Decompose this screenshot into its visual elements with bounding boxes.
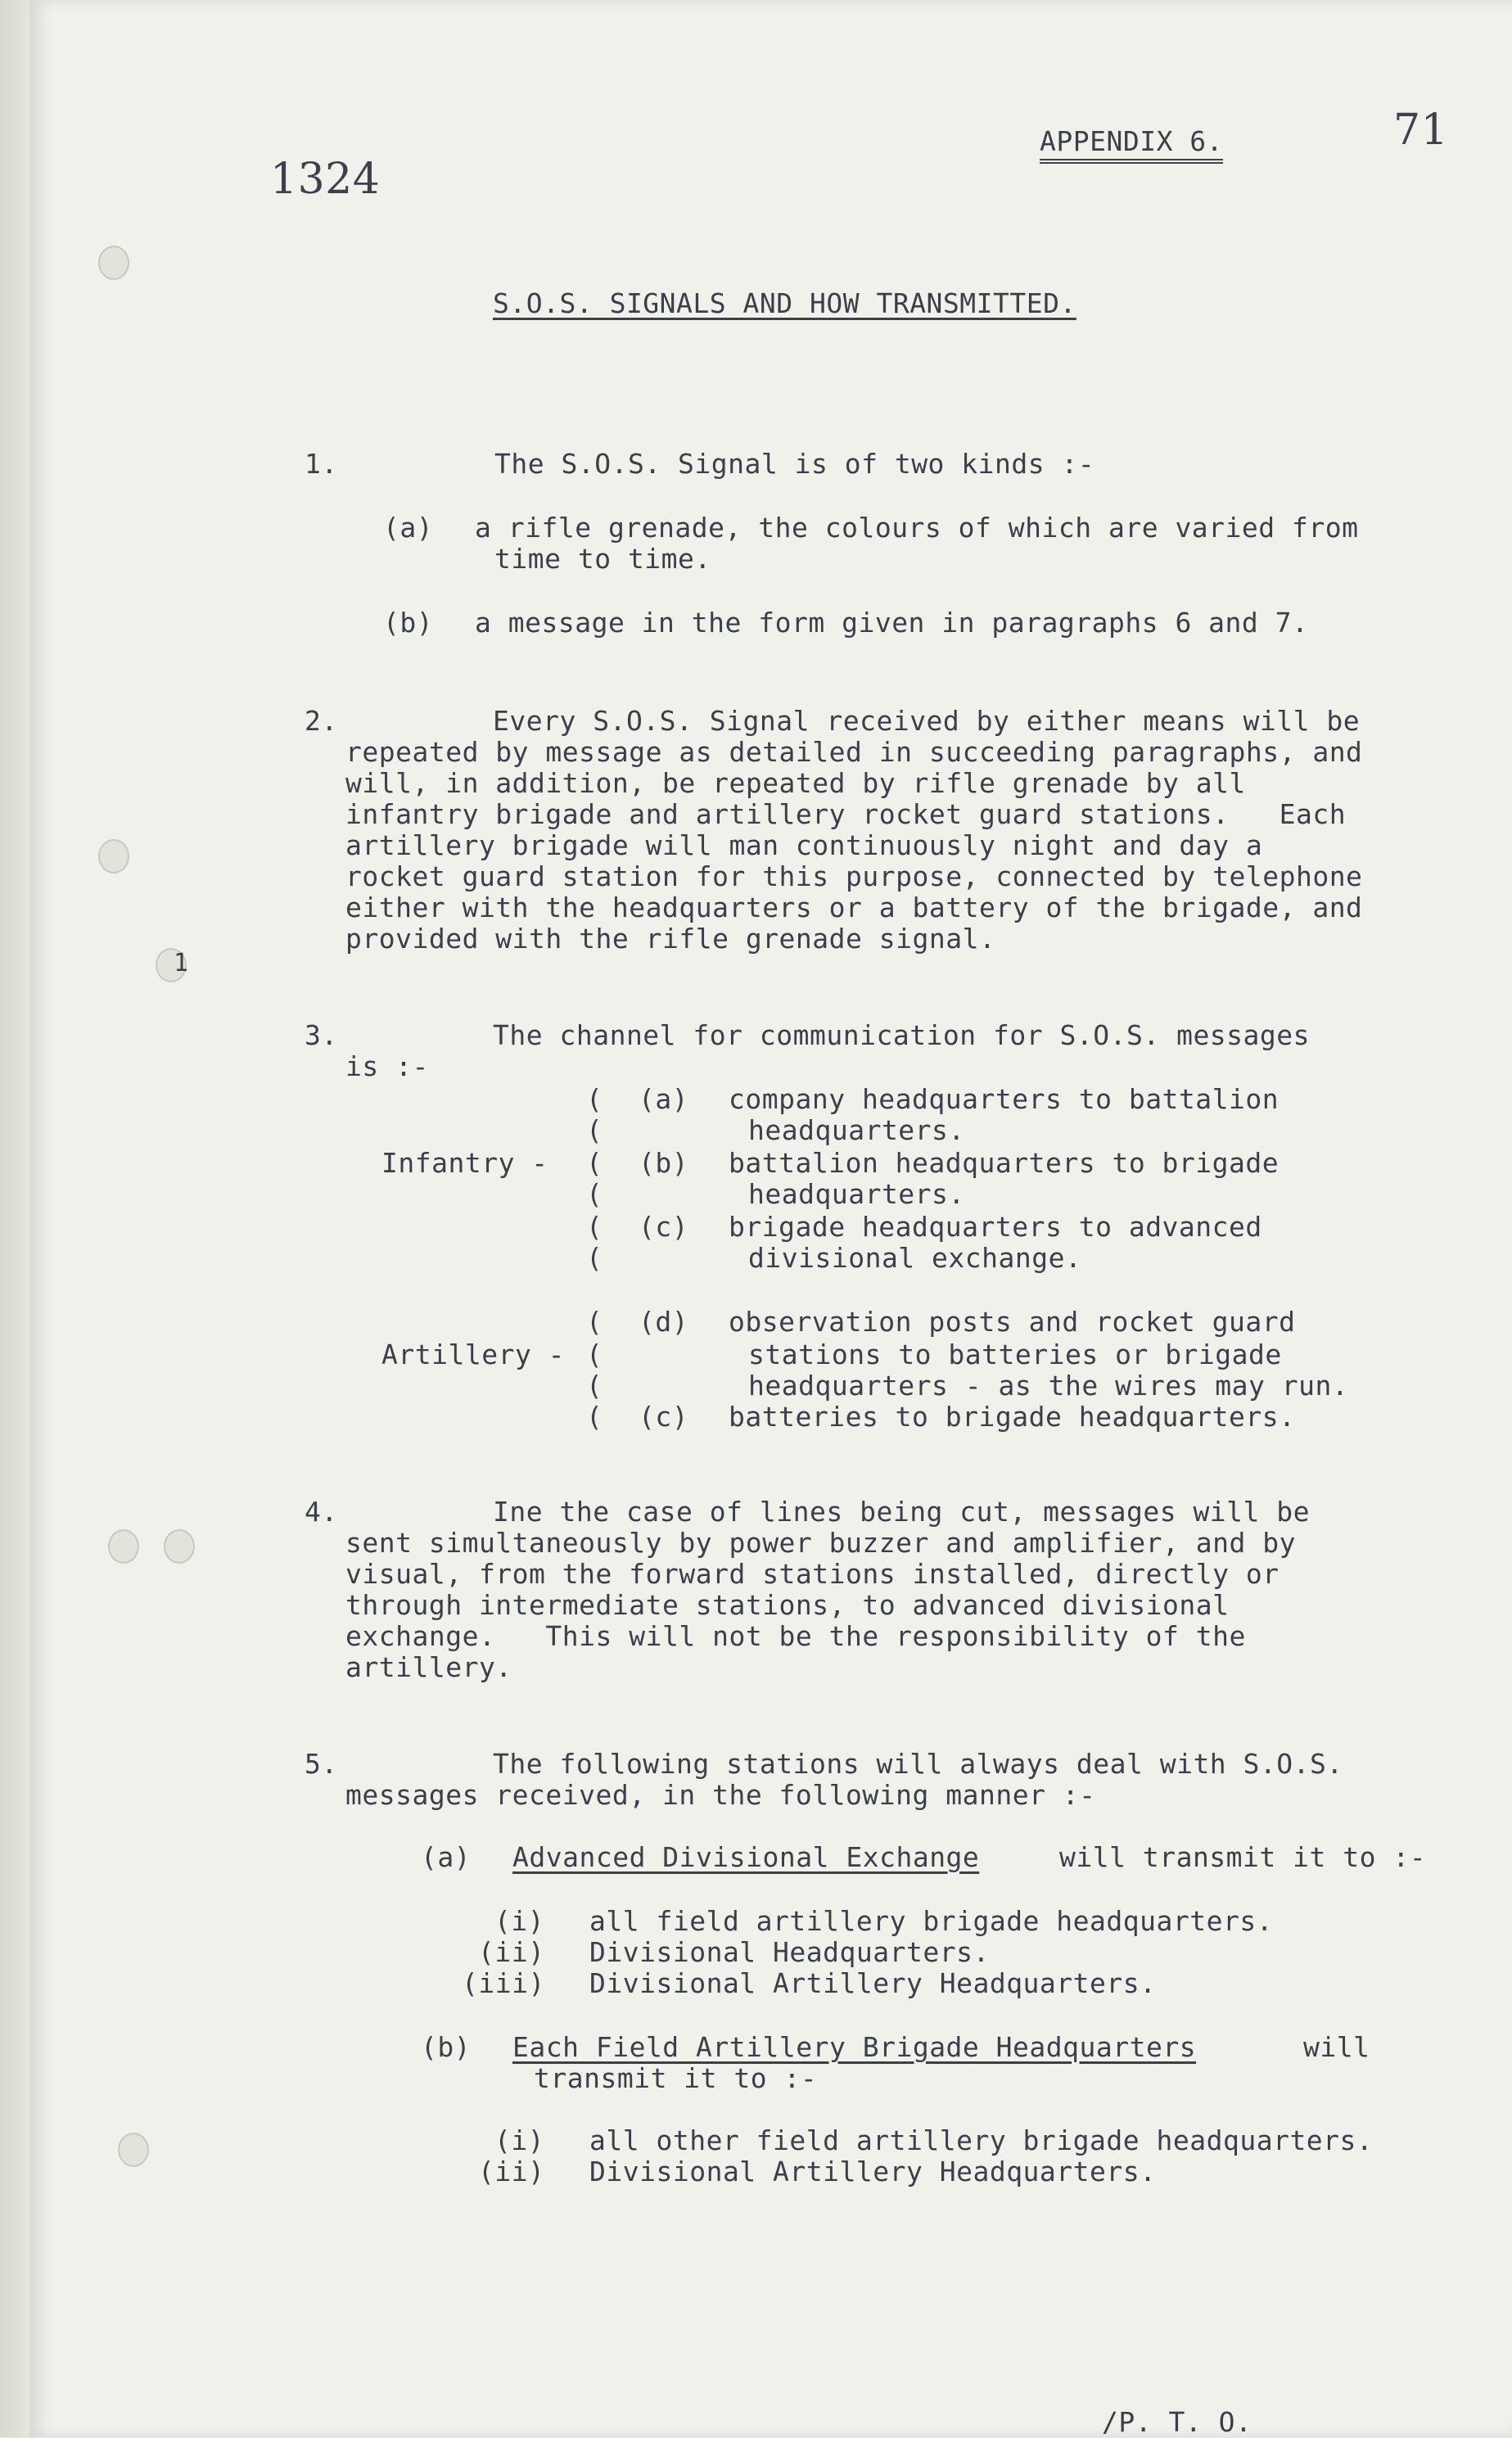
para-5-a-heading: Advanced Divisional Exchange <box>512 1841 980 1873</box>
infantry-label: Infantry - <box>381 1147 548 1179</box>
recipient-label: (iii) <box>462 1967 545 1999</box>
channel-item-line: battalion headquarters to brigade <box>729 1147 1280 1179</box>
para-1-a-line: time to time. <box>494 543 711 575</box>
para-3-number: 3. <box>305 1019 338 1051</box>
para-1-number: 1. <box>305 448 338 480</box>
recipient-label: (i) <box>494 2124 545 2156</box>
document-title: S.O.S. SIGNALS AND HOW TRANSMITTED. <box>493 287 1076 319</box>
artillery-label: Artillery - <box>381 1339 566 1370</box>
channel-item-line: stations to batteries or brigade <box>748 1339 1282 1370</box>
channel-item-line: headquarters. <box>748 1178 965 1210</box>
channel-item-line: observation posts and rocket guard <box>729 1306 1296 1338</box>
reference-number: 1324 <box>270 155 381 204</box>
para-3-intro: The channel for communication for S.O.S. messages <box>493 1019 1311 1051</box>
recipient-text: Divisional Artillery Headquarters. <box>589 2156 1157 2187</box>
para-5-b-tail: will <box>1303 2031 1370 2063</box>
footer-pto: /P. T. O. <box>1102 2406 1252 2438</box>
para-2-line: either with the headquarters or a battery of the brigade, and <box>345 892 1363 923</box>
punch-hole <box>118 2133 149 2167</box>
para-2-line: provided with the rifle grenade signal. <box>345 923 996 955</box>
channel-item-line: headquarters. <box>748 1114 965 1146</box>
channel-item-label: (a) <box>639 1083 689 1115</box>
para-2-line: will, in addition, be repeated by rifle grenade by all <box>345 767 1246 799</box>
para-2-line: rocket guard station for this purpose, connected by telephone <box>345 860 1363 892</box>
channel-item-label: (c) <box>639 1211 689 1243</box>
document-page: 71 1324 APPENDIX 6. S.O.S. SIGNALS AND HOW TRANSMITTED. 1 1. The S.O.S. Signal is of two kinds :- (a) a rifle grenade, the colours of which are varied from time to time. (b) a message in the form given in paragraphs 6 and 7. 2. Every S.O.S. Signal received by either means will be repeated by message as detailed in succeeding paragraphs, and will, in addition, be repeated by rifle grenade by all infantry brigade and artillery rocket guard stations. Each artillery brigade will man continuously night and day a rocket guard station for this purpose, connected by telephone either with the headquarters or a battery of the brigade, and provided with the rifle grenade signal. 3. The channel for communication for S.O.S. messages is :- Infantry - ( ( ( ( ( ( (a) company headquarters to battalion headquarters. (b) battalion headquarters to brigade headquarters. (c) brigade headquarters to advanced divisional exchange. Artillery - ( ( ( ( (d) observation posts and rocket guard stations to batteries or brigade headquarters - as the wires may run. (c) batteries to brigade headquarters. 4. Ine the case of lines being cut, messages will be sent simultaneously by power buzzer and amplifier, and by visual, from the forward stations installed, directly or through intermediate stations, to advanced divisional exchange. This will not be the responsibility of the artillery. 5. The following stations will always deal with S.O.S. messages received, in the following manner :- (a) Advanced Divisional Exchange will transmit it to :- (i) all field artillery brigade headquarters. (ii) Divisional Headquarters. (iii) Divisional Artillery Headquarters. (b) Each Field Artillery Brigade Headquarters will transmit it to :- (i) all other field artillery brigade headquarters. (ii) Divisional Artillery Headquarters. /P. T. O. <box>29 0 1512 2437</box>
para-5-number: 5. <box>305 1748 338 1780</box>
para-1-a-line: a rifle grenade, the colours of which are varied from <box>475 512 1359 544</box>
channel-item-label: (d) <box>639 1306 689 1338</box>
para-4-line: visual, from the forward stations installed, directly or <box>345 1558 1280 1590</box>
appendix-heading: APPENDIX 6. <box>1040 126 1223 164</box>
channel-item-line: brigade headquarters to advanced <box>729 1211 1262 1243</box>
para-5-b-line: transmit it to :- <box>534 2062 818 2094</box>
channel-item-line: batteries to brigade headquarters. <box>729 1401 1296 1433</box>
recipient-text: all field artillery brigade headquarters. <box>589 1905 1274 1937</box>
punch-hole <box>98 839 129 874</box>
para-1-b-line: a message in the form given in paragraphs 6 and 7. <box>475 607 1309 639</box>
para-5-intro: messages received, in the following manner :- <box>345 1779 1096 1811</box>
channel-item-line: divisional exchange. <box>748 1242 1082 1274</box>
channel-item-label: (b) <box>639 1147 689 1179</box>
punch-hole <box>98 246 129 280</box>
para-2-line: infantry brigade and artillery rocket guard stations. Each <box>345 798 1347 830</box>
recipient-text: Divisional Headquarters. <box>589 1936 990 1968</box>
channel-item-line: company headquarters to battalion <box>729 1083 1280 1115</box>
para-4-line: sent simultaneously by power buzzer and amplifier, and by <box>345 1527 1296 1559</box>
para-4-line: exchange. This will not be the responsibility of the <box>345 1620 1246 1652</box>
page-number: 71 <box>1393 106 1449 155</box>
para-2-line: repeated by message as detailed in succeeding paragraphs, and <box>345 736 1363 768</box>
para-2-number: 2. <box>305 705 338 737</box>
para-5-b-heading: Each Field Artillery Brigade Headquarters <box>512 2031 1197 2063</box>
para-5-intro: The following stations will always deal with S.O.S. <box>493 1748 1343 1780</box>
para-4-line: artillery. <box>345 1651 512 1683</box>
para-4-number: 4. <box>305 1496 338 1528</box>
para-1-intro: The S.O.S. Signal is of two kinds :- <box>494 448 1095 480</box>
para-1-b-label: (b) <box>383 607 434 639</box>
margin-mark: 1 <box>174 949 189 977</box>
para-5-a-label: (a) <box>421 1841 472 1873</box>
channel-item-line: headquarters - as the wires may run. <box>748 1370 1349 1402</box>
para-4-line: through intermediate stations, to advanced divisional <box>345 1589 1230 1621</box>
para-2-line: Every S.O.S. Signal received by either means will be <box>493 705 1361 737</box>
para-5-b-label: (b) <box>421 2031 472 2063</box>
recipient-label: (i) <box>494 1905 545 1937</box>
para-2-line: artillery brigade will man continuously night and day a <box>345 829 1263 861</box>
channel-item-label: (c) <box>639 1401 689 1433</box>
para-4-line: Ine the case of lines being cut, messages will be <box>493 1496 1311 1528</box>
para-1-a-label: (a) <box>383 512 434 544</box>
recipient-text: all other field artillery brigade headquarters. <box>589 2124 1374 2156</box>
recipient-text: Divisional Artillery Headquarters. <box>589 1967 1157 1999</box>
recipient-label: (ii) <box>478 2156 545 2187</box>
punch-hole <box>164 1529 195 1564</box>
punch-hole <box>108 1529 139 1564</box>
para-5-a-tail: will transmit it to :- <box>1059 1841 1427 1873</box>
para-3-intro: is :- <box>345 1050 429 1082</box>
paper-edge <box>0 0 29 2437</box>
recipient-label: (ii) <box>478 1936 545 1968</box>
